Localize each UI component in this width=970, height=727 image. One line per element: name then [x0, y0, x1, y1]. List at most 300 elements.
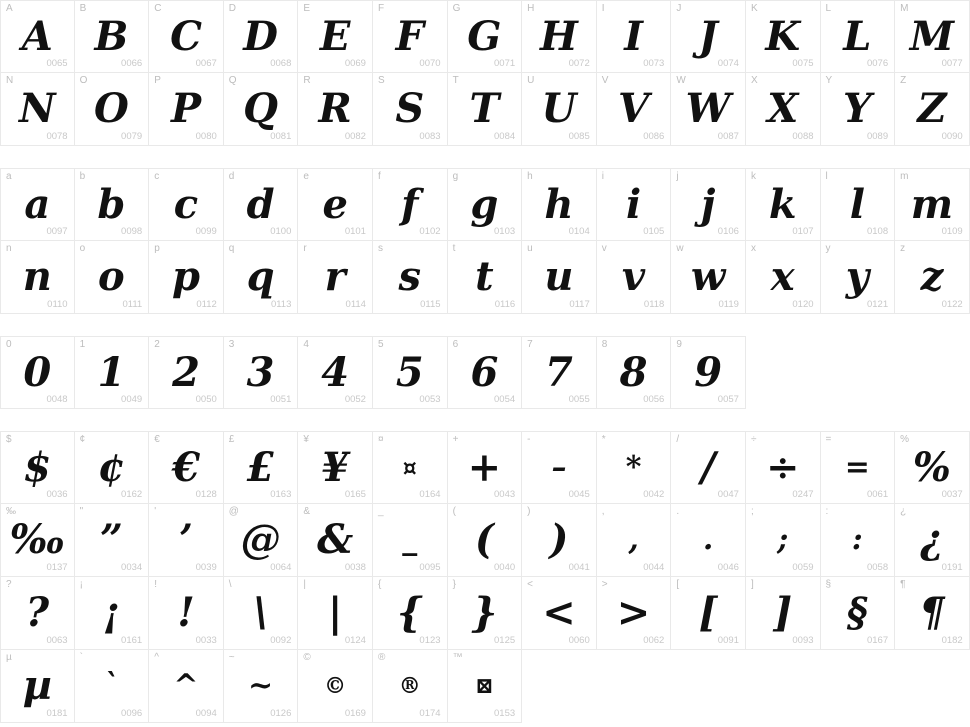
glyph-cell[interactable]	[298, 336, 373, 409]
glyph-block-uppercase	[0, 0, 970, 146]
glyph-char-label: Z	[900, 75, 907, 86]
glyph-preview: p	[172, 253, 200, 300]
glyph-preview: 5	[395, 348, 424, 396]
glyph-code: 0115	[420, 299, 441, 310]
glyph-cell[interactable]	[224, 73, 299, 146]
glyph-char-label: }	[452, 579, 456, 590]
glyph-cell[interactable]	[448, 73, 523, 146]
glyph-char-label: k	[750, 171, 756, 182]
glyph-preview: q	[246, 253, 275, 300]
glyph-cell[interactable]	[75, 168, 150, 241]
glyph-preview: 1	[97, 348, 126, 396]
glyph-cell[interactable]	[298, 431, 373, 504]
glyph-code: 0057	[717, 394, 739, 405]
glyph-code: 0037	[941, 489, 963, 500]
glyph-cell[interactable]	[224, 650, 299, 723]
glyph-code: 0078	[46, 131, 68, 142]
glyph-preview: M	[909, 12, 955, 60]
glyph-cell[interactable]	[149, 504, 224, 577]
glyph-cell[interactable]	[149, 577, 224, 650]
glyph-char-label: a	[6, 171, 12, 182]
glyph-code: 0121	[866, 299, 889, 310]
glyph-char-label: 4	[303, 339, 309, 350]
glyph-char-label: C	[154, 3, 162, 14]
glyph-code: 0096	[121, 708, 143, 719]
glyph-code: 0056	[643, 394, 665, 405]
glyph-cell[interactable]	[298, 168, 373, 241]
glyph-preview: K	[765, 12, 801, 60]
glyph-code: 0112	[196, 299, 217, 310]
glyph-code: 0169	[344, 708, 366, 719]
glyph-cell[interactable]	[448, 650, 523, 723]
glyph-char-label: ]	[750, 579, 754, 590]
glyph-row	[0, 168, 970, 241]
glyph-char-label: o	[79, 243, 86, 254]
glyph-preview: X	[767, 85, 799, 132]
glyph-cell[interactable]	[373, 577, 448, 650]
glyph-char-label: ?	[6, 579, 12, 590]
glyph-preview: u	[544, 253, 574, 300]
glyph-cell[interactable]	[373, 431, 448, 504]
glyph-preview: .	[702, 522, 714, 557]
glyph-cell[interactable]	[597, 0, 672, 73]
glyph-preview: H	[540, 12, 578, 60]
glyph-code: 0043	[494, 489, 516, 500]
glyph-cell[interactable]	[746, 168, 821, 241]
glyph-preview: S	[395, 85, 425, 132]
glyph-code: 0163	[270, 489, 292, 500]
glyph-cell[interactable]	[895, 431, 970, 504]
glyph-cell[interactable]	[75, 577, 150, 650]
glyph-code: 0122	[941, 299, 963, 310]
glyph-cell[interactable]	[597, 336, 672, 409]
glyph-cell[interactable]	[298, 577, 373, 650]
glyph-code: 0105	[643, 226, 665, 237]
glyph-preview: Y	[843, 85, 872, 132]
glyph-cell[interactable]	[448, 504, 523, 577]
glyph-code: 0167	[866, 635, 889, 646]
glyph-code: 0092	[270, 635, 292, 646]
glyph-cell[interactable]	[75, 650, 150, 723]
glyph-preview: µ	[22, 662, 52, 709]
glyph-cell[interactable]	[373, 0, 448, 73]
glyph-cell[interactable]	[746, 431, 821, 504]
glyph-preview: 4	[321, 348, 350, 396]
glyph-code: 0055	[568, 394, 590, 405]
glyph-char-label: H	[527, 3, 535, 14]
glyph-char-label: ™	[452, 652, 463, 663]
glyph-cell[interactable]	[448, 577, 523, 650]
glyph-preview: g	[470, 180, 499, 228]
glyph-char-label: *	[601, 434, 606, 445]
glyph-cell[interactable]	[224, 431, 299, 504]
glyph-preview: w	[690, 253, 726, 300]
glyph-cell[interactable]	[671, 0, 746, 73]
glyph-code: 0044	[643, 562, 665, 573]
glyph-cell[interactable]	[671, 431, 746, 504]
glyph-preview: %	[912, 443, 951, 491]
glyph-code: 0076	[866, 58, 889, 69]
glyph-char-label: 0	[6, 339, 12, 350]
glyph-code: 0119	[718, 299, 739, 310]
glyph-cell[interactable]	[821, 431, 896, 504]
glyph-preview: G	[467, 12, 502, 60]
glyph-cell[interactable]	[0, 577, 75, 650]
glyph-preview: m	[910, 180, 954, 228]
glyph-char-label: €	[154, 434, 160, 445]
glyph-char-label: l	[825, 171, 828, 182]
glyph-code: 0041	[568, 562, 590, 573]
glyph-cell[interactable]	[298, 73, 373, 146]
glyph-preview: ⊠	[475, 673, 494, 699]
glyph-preview: ¶	[919, 589, 945, 636]
glyph-char-label: @	[228, 506, 239, 517]
glyph-char-label: (	[452, 506, 456, 517]
glyph-code: 0111	[122, 299, 143, 310]
glyph-preview: 9	[694, 348, 723, 396]
glyph-cell[interactable]	[671, 336, 746, 409]
glyph-cell[interactable]	[149, 168, 224, 241]
glyph-cell[interactable]	[75, 431, 150, 504]
glyph-cell[interactable]	[895, 504, 970, 577]
glyph-cell[interactable]	[0, 336, 75, 409]
glyph-code: 0123	[419, 635, 441, 646]
glyph-code: 0113	[270, 299, 292, 310]
glyph-cell[interactable]	[746, 577, 821, 650]
glyph-code: 0091	[717, 635, 739, 646]
glyph-char-label: >	[601, 579, 608, 590]
glyph-char-label: j	[676, 171, 679, 182]
glyph-code: 0153	[494, 708, 516, 719]
glyph-cell[interactable]	[224, 0, 299, 73]
glyph-cell[interactable]	[224, 241, 299, 314]
glyph-cell[interactable]	[597, 504, 672, 577]
glyph-char-label: f	[377, 171, 381, 182]
glyph-code: 0182	[941, 635, 963, 646]
glyph-cell[interactable]	[895, 577, 970, 650]
glyph-char-label: ,	[601, 506, 605, 517]
block-separator	[0, 314, 970, 336]
glyph-code: 0045	[568, 489, 590, 500]
glyph-cell[interactable]	[0, 73, 75, 146]
glyph-code: 0060	[568, 635, 590, 646]
glyph-code: 0124	[344, 635, 366, 646]
glyph-char-label: µ	[6, 652, 12, 663]
glyph-preview: v	[621, 253, 646, 300]
glyph-cell[interactable]	[149, 0, 224, 73]
glyph-char-label: '	[154, 506, 157, 517]
glyph-preview: j	[700, 180, 716, 228]
glyph-cell[interactable]	[522, 577, 597, 650]
glyph-code: 0104	[568, 226, 590, 237]
glyph-preview: ‰	[9, 516, 65, 563]
glyph-cell[interactable]	[821, 241, 896, 314]
glyph-char-label: W	[676, 75, 686, 86]
glyph-code: 0085	[568, 131, 590, 142]
glyph-cell[interactable]	[373, 168, 448, 241]
glyph-char-label: 8	[601, 339, 608, 350]
glyph-code: 0101	[344, 226, 366, 237]
glyph-cell[interactable]	[895, 241, 970, 314]
glyph-preview: ’	[179, 516, 193, 563]
glyph-preview: ®	[398, 673, 421, 699]
glyph-cell[interactable]	[149, 336, 224, 409]
glyph-char-label: g	[452, 171, 459, 182]
glyph-char-label: $	[6, 434, 12, 445]
glyph-cell[interactable]	[149, 431, 224, 504]
glyph-cell[interactable]	[671, 241, 746, 314]
glyph-cell[interactable]	[0, 241, 75, 314]
glyph-preview: ¡	[102, 589, 121, 636]
glyph-char-label: §	[825, 579, 832, 590]
glyph-preview: C	[170, 12, 202, 60]
glyph-cell[interactable]	[597, 168, 672, 241]
glyph-cell[interactable]	[522, 504, 597, 577]
glyph-code: 0074	[717, 58, 739, 69]
glyph-cell[interactable]	[224, 168, 299, 241]
glyph-char-label: 3	[228, 339, 235, 350]
glyph-cell[interactable]	[75, 0, 150, 73]
glyph-preview: €	[172, 443, 200, 491]
glyph-cell[interactable]	[75, 73, 150, 146]
glyph-cell[interactable]	[448, 0, 523, 73]
glyph-cell[interactable]	[746, 504, 821, 577]
glyph-char-label: _	[377, 506, 384, 517]
glyph-char-label: h	[527, 171, 533, 182]
glyph-preview: n	[22, 253, 52, 300]
glyph-cell[interactable]	[821, 0, 896, 73]
block-separator	[0, 409, 970, 431]
glyph-cell[interactable]	[373, 650, 448, 723]
glyph-code: 0161	[121, 635, 143, 646]
glyph-code: 0110	[47, 299, 68, 310]
glyph-cell[interactable]	[821, 504, 896, 577]
glyph-code: 0070	[419, 58, 441, 69]
glyph-code: 0107	[792, 226, 814, 237]
glyph-cell[interactable]	[75, 504, 150, 577]
glyph-code: 0128	[195, 489, 217, 500]
glyph-cell[interactable]	[671, 504, 746, 577]
glyph-cell[interactable]	[448, 241, 523, 314]
glyph-code: 0064	[270, 562, 292, 573]
glyph-char-label: v	[601, 243, 607, 254]
glyph-char-label: |	[303, 579, 306, 590]
glyph-char-label: )	[527, 506, 531, 517]
glyph-cell[interactable]	[75, 241, 150, 314]
glyph-cell[interactable]	[149, 73, 224, 146]
glyph-code: 0117	[569, 299, 590, 310]
glyph-char-label: O	[79, 75, 88, 86]
glyph-cell[interactable]	[0, 431, 75, 504]
glyph-code: 0065	[46, 58, 68, 69]
glyph-cell[interactable]	[448, 336, 523, 409]
glyph-code: 0071	[494, 58, 516, 69]
glyph-char-label: Y	[825, 75, 833, 86]
glyph-char-label: 6	[452, 339, 459, 350]
glyph-cell[interactable]	[373, 504, 448, 577]
block-separator	[0, 146, 970, 168]
glyph-cell[interactable]	[373, 241, 448, 314]
glyph-char-label: £	[228, 434, 235, 445]
glyph-code: 0039	[195, 562, 217, 573]
glyph-code: 0093	[792, 635, 814, 646]
glyph-char-label: ¿	[900, 506, 907, 517]
glyph-cell[interactable]	[821, 73, 896, 146]
glyph-cell[interactable]	[671, 168, 746, 241]
glyph-code: 0086	[643, 131, 665, 142]
glyph-cell[interactable]	[746, 241, 821, 314]
glyph-code: 0100	[270, 226, 292, 237]
glyph-cell[interactable]	[522, 168, 597, 241]
glyph-cell[interactable]	[448, 168, 523, 241]
glyph-cell[interactable]	[895, 0, 970, 73]
glyph-char-label: q	[228, 243, 235, 254]
glyph-char-label: B	[79, 3, 87, 14]
glyph-cell[interactable]	[75, 336, 150, 409]
glyph-char-label: !	[154, 579, 157, 590]
glyph-char-label: ®	[377, 652, 386, 663]
glyph-code: 0108	[866, 226, 889, 237]
glyph-cell[interactable]	[0, 650, 75, 723]
glyph-preview: i	[625, 180, 642, 228]
glyph-cell[interactable]	[0, 0, 75, 73]
glyph-char-label: G	[452, 3, 461, 14]
glyph-block-lowercase	[0, 168, 970, 314]
glyph-char-label: [	[676, 579, 680, 590]
glyph-cell[interactable]	[671, 577, 746, 650]
glyph-preview: *	[625, 449, 642, 485]
glyph-cell[interactable]	[746, 0, 821, 73]
glyph-code: 0042	[643, 489, 665, 500]
glyph-code: 0084	[494, 131, 516, 142]
glyph-preview: ©	[324, 673, 347, 699]
glyph-preview: [	[698, 589, 718, 636]
glyph-char-label: w	[676, 243, 684, 254]
glyph-cell[interactable]	[224, 577, 299, 650]
glyph-preview: y	[845, 253, 869, 300]
glyph-cell[interactable]	[597, 431, 672, 504]
glyph-cell[interactable]	[298, 0, 373, 73]
glyph-code: 0033	[195, 635, 217, 646]
glyph-preview: c	[173, 180, 199, 228]
glyph-code: 0125	[494, 635, 516, 646]
glyph-cell[interactable]	[597, 241, 672, 314]
glyph-preview: P	[170, 85, 202, 132]
glyph-cell[interactable]	[522, 0, 597, 73]
glyph-char-label: X	[750, 75, 758, 86]
glyph-code: 0174	[419, 708, 441, 719]
glyph-cell[interactable]	[149, 241, 224, 314]
glyph-cell[interactable]	[298, 650, 373, 723]
glyph-char-label: <	[527, 579, 533, 590]
glyph-cell[interactable]	[298, 504, 373, 577]
glyph-preview: F	[395, 12, 424, 60]
glyph-preview: x	[770, 253, 795, 300]
glyph-cell[interactable]	[224, 336, 299, 409]
glyph-code: 0095	[419, 562, 441, 573]
glyph-cell[interactable]	[522, 431, 597, 504]
glyph-cell[interactable]	[522, 336, 597, 409]
glyph-cell[interactable]	[895, 73, 970, 146]
glyph-preview: )	[549, 516, 569, 563]
glyph-char-label: r	[303, 243, 307, 254]
glyph-cell[interactable]	[224, 504, 299, 577]
glyph-preview: N	[19, 85, 56, 132]
glyph-char-label: p	[154, 243, 160, 254]
glyph-char-label: d	[228, 171, 235, 182]
glyph-cell[interactable]	[821, 168, 896, 241]
glyph-cell[interactable]	[746, 73, 821, 146]
glyph-char-label: `	[79, 652, 83, 663]
glyph-preview: R	[318, 85, 352, 132]
glyph-cell[interactable]	[298, 241, 373, 314]
glyph-code: 0109	[941, 226, 963, 237]
glyph-cell[interactable]	[597, 577, 672, 650]
glyph-row	[0, 0, 970, 73]
glyph-preview: |	[327, 589, 343, 636]
glyph-preview: ^	[173, 668, 199, 703]
glyph-cell[interactable]	[0, 168, 75, 241]
glyph-preview: 8	[619, 348, 648, 396]
glyph-preview: r	[324, 253, 346, 300]
glyph-cell[interactable]	[671, 73, 746, 146]
glyph-cell[interactable]	[522, 73, 597, 146]
glyph-preview: E	[319, 12, 351, 60]
glyph-preview: >	[616, 589, 651, 636]
glyph-preview: {	[396, 589, 423, 636]
glyph-code: 0052	[344, 394, 366, 405]
glyph-cell[interactable]	[821, 577, 896, 650]
glyph-code: 0069	[344, 58, 366, 69]
glyph-char-label: 5	[377, 339, 384, 350]
glyph-cell[interactable]	[0, 504, 75, 577]
glyph-code: 0094	[195, 708, 217, 719]
glyph-char-label: &	[303, 506, 311, 517]
glyph-cell[interactable]	[895, 168, 970, 241]
glyph-preview: h	[544, 180, 574, 228]
glyph-code: 0067	[195, 58, 217, 69]
glyph-cell[interactable]	[149, 650, 224, 723]
glyph-preview: V	[618, 85, 650, 132]
glyph-cell[interactable]	[373, 336, 448, 409]
glyph-preview: <	[542, 589, 576, 636]
glyph-code: 0048	[46, 394, 68, 405]
glyph-preview: ;	[777, 522, 789, 557]
glyph-char-label: m	[900, 171, 909, 182]
glyph-preview: }	[471, 589, 498, 636]
glyph-char-label: i	[601, 171, 604, 182]
glyph-preview: U	[541, 85, 577, 132]
glyph-code: 0079	[121, 131, 143, 142]
glyph-code: 0034	[121, 562, 143, 573]
glyph-cell[interactable]	[522, 241, 597, 314]
glyph-preview: B	[94, 12, 129, 60]
glyph-preview: ¥	[321, 443, 350, 491]
glyph-code: 0054	[494, 394, 516, 405]
glyph-char-label: V	[601, 75, 609, 86]
glyph-code: 0073	[643, 58, 665, 69]
glyph-cell[interactable]	[448, 431, 523, 504]
glyph-preview: 3	[246, 348, 275, 396]
glyph-cell[interactable]	[597, 73, 672, 146]
glyph-char-label: e	[303, 171, 309, 182]
glyph-preview: /	[700, 443, 716, 491]
glyph-char-label: 9	[676, 339, 682, 350]
glyph-char-label: ¥	[303, 434, 309, 445]
glyph-cell[interactable]	[373, 73, 448, 146]
glyph-char-label: ^	[154, 652, 159, 663]
glyph-char-label: Q	[228, 75, 237, 86]
